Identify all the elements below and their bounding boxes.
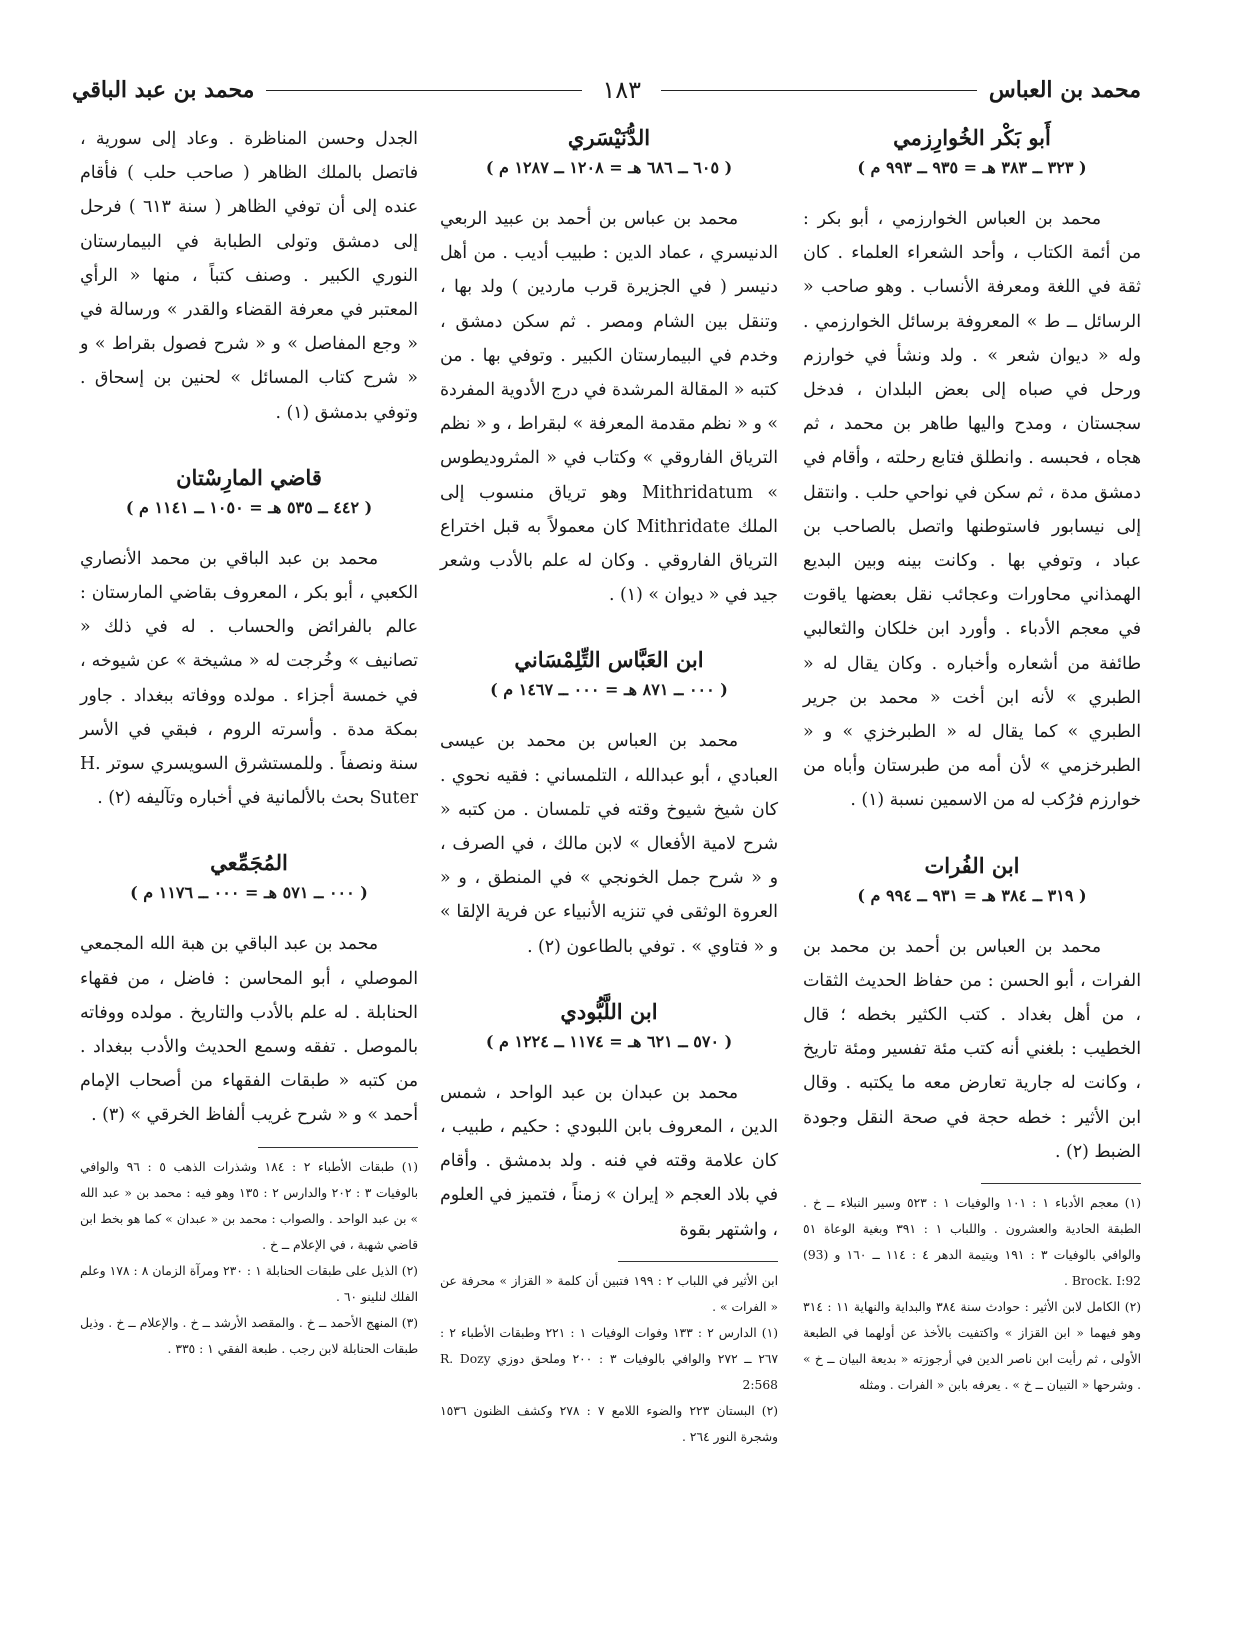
entry-dates: ( ٠٠٠ ــ ٨٧١ هـ = ٠٠٠ ــ ١٤٦٧ م ) (490, 680, 728, 700)
entry-text: محمد بن عبد الباقي بن محمد الأنصاري الكعبي ، أبو بكر ، المعروف بقاضي المارستان : عالم بالفرائض والحساب . له في ذلك « تصانيف » وخُرجت له « مشيخة » عن شيوخه ، في خمسة أجزاء . مولده ووفاته ببغداد . جاور بمكة مدة . وأسرته الروم ، فبقي في الأسر سنة ونصفاً . وللمستشرق السويسري سوتر H. Suter بحث بالألمانية في أخباره وتآليفه (٢) . (80, 548, 418, 809)
footnote: (١) الدارس ٢ : ١٣٣ وفوات الوفيات ١ : ٢٢١ وطبقات الأطباء ٢ : ٢٦٧ ــ ٢٧٢ والوافي بالوفيات ٣ : ٢٠٠ وملحق دوزي R. Dozy 2:568 (440, 1325, 779, 1392)
footnotes (80, 1154, 418, 1362)
entry-text: محمد بن عبد الباقي بن هبة الله المجمعي الموصلي ، أبو المحاسن : فاضل ، من فقهاء الحنابلة . له علم بالأدب والتاريخ . مولده ووفاته بالموصل . تفقه وسمع الحديث والأدب ببغداد . من كتبه « طبقات الفقهاء من أصحاب الإمام أحمد » و « شرح غريب ألفاظ الخرقي » (٣) . (80, 934, 418, 1126)
entry-title: الدُّنَيْسَري (567, 125, 651, 150)
entry-body (80, 542, 418, 816)
column-middle (440, 122, 778, 1450)
footnote: (٣) المنهج الأحمد ــ خ . والمقصد الأرشد ــ خ . والإعلام ــ خ . وذيل طبقات الحنابلة لابن رجب . طبعة الفقي ١ : ٣٣٥ . (80, 1315, 418, 1356)
footnotes (803, 1190, 1141, 1398)
running-header (72, 70, 1141, 110)
entry-title: ابن العَبَّاس التِّلِمْسَاني (514, 647, 704, 673)
entry-dates: ( ٥٧٠ ــ ٦٢١ هـ = ١١٧٤ ــ ١٢٢٤ م ) (485, 1031, 733, 1051)
footnote-rule (258, 1147, 418, 1148)
entry-title: أَبو بَكْر الخُوارِزمي (893, 125, 1051, 150)
column-left (80, 122, 418, 1362)
entry-text: محمد بن العباس بن محمد بن عيسى العبادي ، أبو عبدالله ، التلمساني : فقيه نحوي . كان شيخ شيوخ وقته في تلمسان . من كتبه « شرح لامية الأفعال » لابن مالك ، في الصرف ، و « شرح جمل الخونجي » في المنطق ، و « العروة الوثقى في تنزيه الأنبياء عن فرية الإلقا » و « فتاوي » . توفي بالطاعون (٢) . (440, 731, 778, 957)
entry-text: محمد بن عبدان بن عبد الواحد ، شمس الدين ، المعروف بابن اللبودي : حكيم ، طبيب ، كان علامة وقته في فنه . ولد بدمشق . وأقام في بلاد العجم « إيران » زمناً ، فتميز في العلوم ، واشتهر بقوة (440, 1082, 778, 1240)
header-right-title: محمد بن العباس (988, 77, 1141, 103)
entry-dates: ( ٦٠٥ ــ ٦٨٦ هـ = ١٢٠٨ ــ ١٢٨٧ م ) (485, 158, 733, 177)
column-right (803, 122, 1141, 1398)
footnote: (١) معجم الأدباء ١ : ١٠١ والوفيات ١ : ٥٢٣ وسير النبلاء ــ خ . الطبقة الحادية والعشرون . واللباب ١ : ٣٩١ وبغية الوعاة ٥١ والوافي بالوفيات ٣ : ١٩١ ويتيمة الدهر ٤ : ١١٤ ــ ١٦٠ و (93) Brock. I:92 . (803, 1196, 1141, 1289)
footnote: (٢) الذيل على طبقات الحنابلة ١ : ٢٣٠ ومرآة الزمان ٨ : ١٧٨ وعلم الفلك لنلينو ٦٠ . (80, 1263, 418, 1304)
header-rule-right (661, 90, 977, 91)
entry-text: محمد بن عباس بن أحمد بن عبيد الربعي الدنيسري ، عماد الدين : طبيب أديب . من أهل دنيسر ( في الجزيرة قرب ماردين ) ولد بها ، وتنقل بين الشام ومصر . ثم سكن دمشق ، وخدم في البيمارستان الكبير . وتوفي بها . من كتبه « المقالة المرشدة في درج الأدوية المفردة » و « نظم مقدمة المعرفة » لبقراط ، و « نظم الترياق الفاروقي » وكتاب في « المثروديطوس » Mithridatum وهو ترياق منسوب إلى الملك Mithridate كان معمولاً به قبل اختراع الترياق الفاروقي . وكان له علم بالأدب وشعر جيد في « ديوان » (١) . (440, 209, 778, 606)
footnote: (٢) البستان ٢٢٣ والضوء اللامع ٧ : ٢٧٨ وكشف الظنون ١٥٣٦ وشجرة النور ٢٦٤ . (440, 1403, 778, 1444)
entry-text: الجدل وحسن المناظرة . وعاد إلى سورية ، فاتصل بالملك الظاهر ( صاحب حلب ) فأقام عنده إلى أن توفي الظاهر ( سنة ٦١٣ ) فرحل إلى دمشق وتولى الطبابة في البيمارستان النوري الكبير . وصنف كتباً ، منها « الرأي المعتبر في معرفة القضاء والقدر » ورسالة في « وجع المفاصل » و « شرح فصول بقراط » و « شرح كتاب المسائل » لحنين بن إسحاق . وتوفي بدمشق (١) . (80, 129, 418, 423)
entry-text: محمد بن العباس بن أحمد بن محمد بن الفرات ، أبو الحسن : من حفاظ الحديث الثقات ، من أهل بغداد . كتب الكثير بخطه ؛ قال الخطيب : بلغني أنه كتب مئة تفسير ومئة تاريخ ، وكانت له جارية تعارض معه ما يكتبه . وقال ابن الأثير : خطه حجة في صحة النقل وجودة الضبط (٢) . (803, 936, 1141, 1162)
entry-body (80, 927, 418, 1132)
header-rule-left (266, 90, 582, 91)
entry-text: محمد بن العباس الخوارزمي ، أبو بكر : من أئمة الكتاب ، وأحد الشعراء العلماء . كان ثقة في اللغة ومعرفة الأنساب . وهو صاحب « الرسائل ــ ط » المعروفة برسائل الخوارزمي . وله « ديوان شعر » . ولد ونشأ في خوارزم ورحل في صباه إلى بعض البلدان ، فدخل سجستان ، ومدح واليها طاهر بن محمد ، ثم هجاه ، فحبسه . وانطلق فتابع رحلته ، وأقام في دمشق مدة ، ثم سكن في نواحي حلب . وانتقل إلى نيسابور فاستوطنها واتصل بالصاحب بن عباد ، وتوفي بها . وكانت بينه وبين البديع الهمذاني محاورات وعجائب نقل بعضها ياقوت في معجم الأدباء . وأورد ابن خلكان والثعالبي طائفة من أشعاره وأخباره . وكان يقال له « الطبري » لأنه ابن أخت « محمد بن جرير الطبري » كما يقال له « الطبرخزي » و « الطبرخزمي » لأن أمه من طبرستان وأباه من خوارزم فرُكب له من الاسمين نسبة (١) . (803, 209, 1141, 811)
header-left-title: محمد بن عبد الباقي (72, 77, 255, 103)
entry-body (803, 202, 1141, 818)
footnote: ابن الأثير في اللباب ٢ : ١٩٩ فتبين أن كلمة « القزاز » محرفة عن « الفرات » . (440, 1273, 778, 1314)
entry-dates: ( ٤٤٢ ــ ٥٣٥ هـ = ١٠٥٠ ــ ١١٤١ م ) (125, 497, 373, 517)
entry-body (440, 202, 778, 612)
entry-dates: ( ٣١٩ ــ ٣٨٤ هـ = ٩٣١ ــ ٩٩٤ م ) (857, 885, 1087, 905)
entry-body (440, 724, 778, 963)
entry-body-continued (80, 122, 418, 430)
page-number: ١٨٣ (602, 76, 642, 104)
entry-dates: ( ٠٠٠ ــ ٥٧١ هـ = ٠٠٠ ــ ١١٧٦ م ) (130, 883, 368, 903)
entry-body (440, 1076, 778, 1247)
entry-title: قاضي المارِسْتان (176, 464, 322, 490)
footnote-rule (618, 1261, 778, 1262)
footnote: (١) طبقات الأطباء ٢ : ١٨٤ وشذرات الذهب ٥ : ٩٦ والوافي بالوفيات ٣ : ٢٠٢ والدارس ٢ : ١٣٥ وهو فيه : محمد بن « عبد الله » بن عبد الواحد . والصواب : محمد بن « عبدان » كما هو بخط ابن قاضي شهبة ، في الإعلام ــ خ . (80, 1159, 419, 1252)
entry-dates: ( ٣٢٣ ــ ٣٨٣ هـ = ٩٣٥ ــ ٩٩٣ م ) (857, 158, 1087, 177)
footnotes (440, 1268, 778, 1450)
entry-body (803, 930, 1141, 1169)
footnote: (٢) الكامل لابن الأثير : حوادث سنة ٣٨٤ والبداية والنهاية ١١ : ٣١٤ وهو فيهما « ابن القزاز » واكتفيت بالأخذ عن أولهما في الطبعة الأولى ، ثم رأيت ابن ناصر الدين في أرجوزته « بديعة البيان ــ خ » . وشرحها « التبيان ــ خ » . يعرفه بابن « الفرات . ومثله (803, 1300, 1141, 1393)
entry-title: المُجَمِّعي (210, 850, 288, 876)
entry-title: ابن الفُرات (924, 852, 1020, 878)
footnote-rule (981, 1183, 1141, 1184)
entry-title: ابن اللَّبُّودي (560, 998, 658, 1024)
